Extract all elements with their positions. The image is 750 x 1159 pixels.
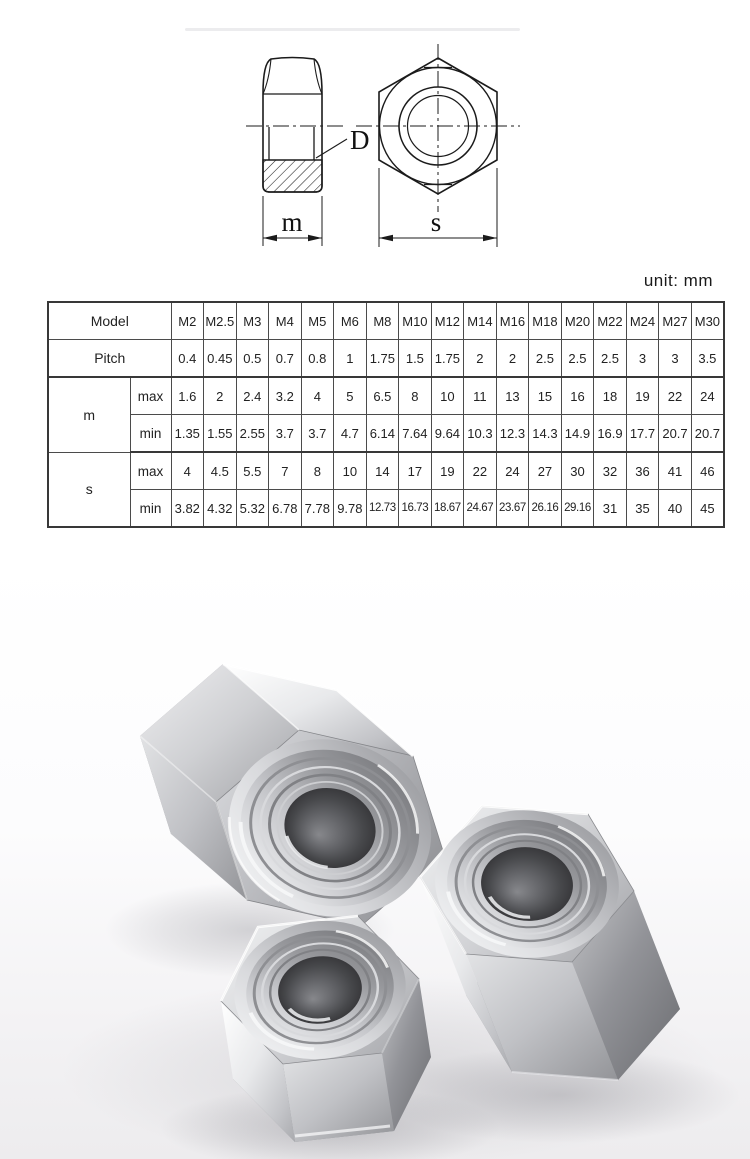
table-cell: 20.7 <box>659 415 692 453</box>
table-cell: 20.7 <box>691 415 724 453</box>
table-cell: 0.8 <box>301 340 334 378</box>
hatch-section <box>263 160 322 192</box>
side-section-view <box>246 58 347 193</box>
s-arrow-right <box>483 235 497 241</box>
table-cell: M8 <box>366 302 399 340</box>
hex-nut-technical-drawing <box>0 0 750 265</box>
table-cell: M24 <box>626 302 659 340</box>
table-cell: M30 <box>691 302 724 340</box>
table-cell: 6.5 <box>366 377 399 415</box>
table-cell: 14 <box>366 452 399 490</box>
table-row <box>48 490 724 528</box>
table-cell: 2 <box>464 340 497 378</box>
table-cell: 22 <box>659 377 692 415</box>
table-cell: 31 <box>594 490 627 528</box>
table-row <box>48 302 724 340</box>
table-cell: 15 <box>529 377 562 415</box>
table-cell: 19 <box>626 377 659 415</box>
row-header-m: m <box>48 377 130 452</box>
table-cell: 36 <box>626 452 659 490</box>
table-cell: 2 <box>204 377 237 415</box>
table-cell: 0.7 <box>269 340 302 378</box>
table-cell: 1.75 <box>431 340 464 378</box>
table-cell: M6 <box>334 302 367 340</box>
m-arrow-right <box>308 235 322 241</box>
height-dim-label: m <box>281 207 303 237</box>
table-cell: 29.16 <box>561 490 594 528</box>
thread-diameter-label: D <box>350 125 370 155</box>
table-cell: 7.64 <box>399 415 432 453</box>
table-cell: 23.67 <box>496 490 529 528</box>
table-cell: 13 <box>496 377 529 415</box>
table-cell: 3 <box>626 340 659 378</box>
table-cell: 11 <box>464 377 497 415</box>
table-cell: 3.7 <box>301 415 334 453</box>
table-cell: 4 <box>171 452 204 490</box>
row-subheader-min: min <box>130 490 171 528</box>
row-subheader-max: max <box>130 452 171 490</box>
table-cell: 5.5 <box>236 452 269 490</box>
s-arrow-left <box>379 235 393 241</box>
table-cell: 16.73 <box>399 490 432 528</box>
table-cell: 8 <box>399 377 432 415</box>
row-header-pitch: Pitch <box>48 340 171 378</box>
table-cell: M12 <box>431 302 464 340</box>
table-cell: 46 <box>691 452 724 490</box>
dimension-spec-table <box>47 301 725 528</box>
table-cell: M10 <box>399 302 432 340</box>
table-cell: 7 <box>269 452 302 490</box>
table-cell: 4.7 <box>334 415 367 453</box>
table-cell: 40 <box>659 490 692 528</box>
table-cell: 4.5 <box>204 452 237 490</box>
table-cell: M14 <box>464 302 497 340</box>
table-cell: 2 <box>496 340 529 378</box>
table-cell: 5 <box>334 377 367 415</box>
table-cell: 24 <box>691 377 724 415</box>
d-leader-line <box>316 139 347 158</box>
table-cell: 8 <box>301 452 334 490</box>
table-cell: 0.4 <box>171 340 204 378</box>
table-cell: 18.67 <box>431 490 464 528</box>
table-cell: 3 <box>659 340 692 378</box>
table-cell: 3.2 <box>269 377 302 415</box>
width-dim-label: s <box>430 207 442 237</box>
table-cell: 7.78 <box>301 490 334 528</box>
table-cell: M27 <box>659 302 692 340</box>
table-cell: M18 <box>529 302 562 340</box>
table-cell: 10 <box>431 377 464 415</box>
table-cell: 0.5 <box>236 340 269 378</box>
table-cell: 6.78 <box>269 490 302 528</box>
row-header-s: s <box>48 452 130 527</box>
table-cell: 12.3 <box>496 415 529 453</box>
table-cell: 1 <box>334 340 367 378</box>
table-cell: M4 <box>269 302 302 340</box>
table-cell: 10 <box>334 452 367 490</box>
table-cell: 2.5 <box>529 340 562 378</box>
table-cell: 27 <box>529 452 562 490</box>
table-cell: M2 <box>171 302 204 340</box>
table-cell: 3.5 <box>691 340 724 378</box>
table-cell: 6.14 <box>366 415 399 453</box>
table-cell: 16 <box>561 377 594 415</box>
table-cell: 24 <box>496 452 529 490</box>
table-cell: M3 <box>236 302 269 340</box>
m-arrow-left <box>263 235 277 241</box>
table-cell: 17.7 <box>626 415 659 453</box>
table-cell: 1.6 <box>171 377 204 415</box>
table-cell: 26.16 <box>529 490 562 528</box>
table-cell: 45 <box>691 490 724 528</box>
table-row <box>48 452 724 490</box>
table-cell: M20 <box>561 302 594 340</box>
table-cell: M2.5 <box>204 302 237 340</box>
table-cell: 14.3 <box>529 415 562 453</box>
table-cell: 9.64 <box>431 415 464 453</box>
table-cell: 14.9 <box>561 415 594 453</box>
table-cell: 19 <box>431 452 464 490</box>
table-cell: 1.35 <box>171 415 204 453</box>
table-cell: 2.55 <box>236 415 269 453</box>
table-cell: 22 <box>464 452 497 490</box>
table-cell: 17 <box>399 452 432 490</box>
table-cell: 32 <box>594 452 627 490</box>
table-cell: 10.3 <box>464 415 497 453</box>
table-cell: 1.55 <box>204 415 237 453</box>
table-cell: 3.7 <box>269 415 302 453</box>
table-cell: 4.32 <box>204 490 237 528</box>
table-cell: 30 <box>561 452 594 490</box>
table-cell: 1.5 <box>399 340 432 378</box>
table-cell: 18 <box>594 377 627 415</box>
table-cell: M5 <box>301 302 334 340</box>
row-header-model: Model <box>48 302 171 340</box>
table-row <box>48 377 724 415</box>
table-row <box>48 415 724 453</box>
table-cell: M22 <box>594 302 627 340</box>
top-view <box>356 44 520 212</box>
table-cell: 24.67 <box>464 490 497 528</box>
table-cell: 16.9 <box>594 415 627 453</box>
table-cell: 35 <box>626 490 659 528</box>
table-cell: 2.5 <box>561 340 594 378</box>
stainless-hex-nuts-photo <box>0 555 750 1159</box>
table-cell: 2.4 <box>236 377 269 415</box>
row-subheader-min: min <box>130 415 171 453</box>
table-cell: 9.78 <box>334 490 367 528</box>
table-cell: M16 <box>496 302 529 340</box>
thread-hole-edges <box>269 127 314 160</box>
table-cell: 0.45 <box>204 340 237 378</box>
top-view-centerlines <box>356 44 520 212</box>
table-cell: 2.5 <box>594 340 627 378</box>
table-cell: 3.82 <box>171 490 204 528</box>
table-cell: 12.73 <box>366 490 399 528</box>
row-subheader-max: max <box>130 377 171 415</box>
table-row <box>48 340 724 378</box>
unit-note: unit: mm <box>643 271 713 290</box>
table-cell: 4 <box>301 377 334 415</box>
table-cell: 41 <box>659 452 692 490</box>
table-cell: 5.32 <box>236 490 269 528</box>
table-cell: 1.75 <box>366 340 399 378</box>
